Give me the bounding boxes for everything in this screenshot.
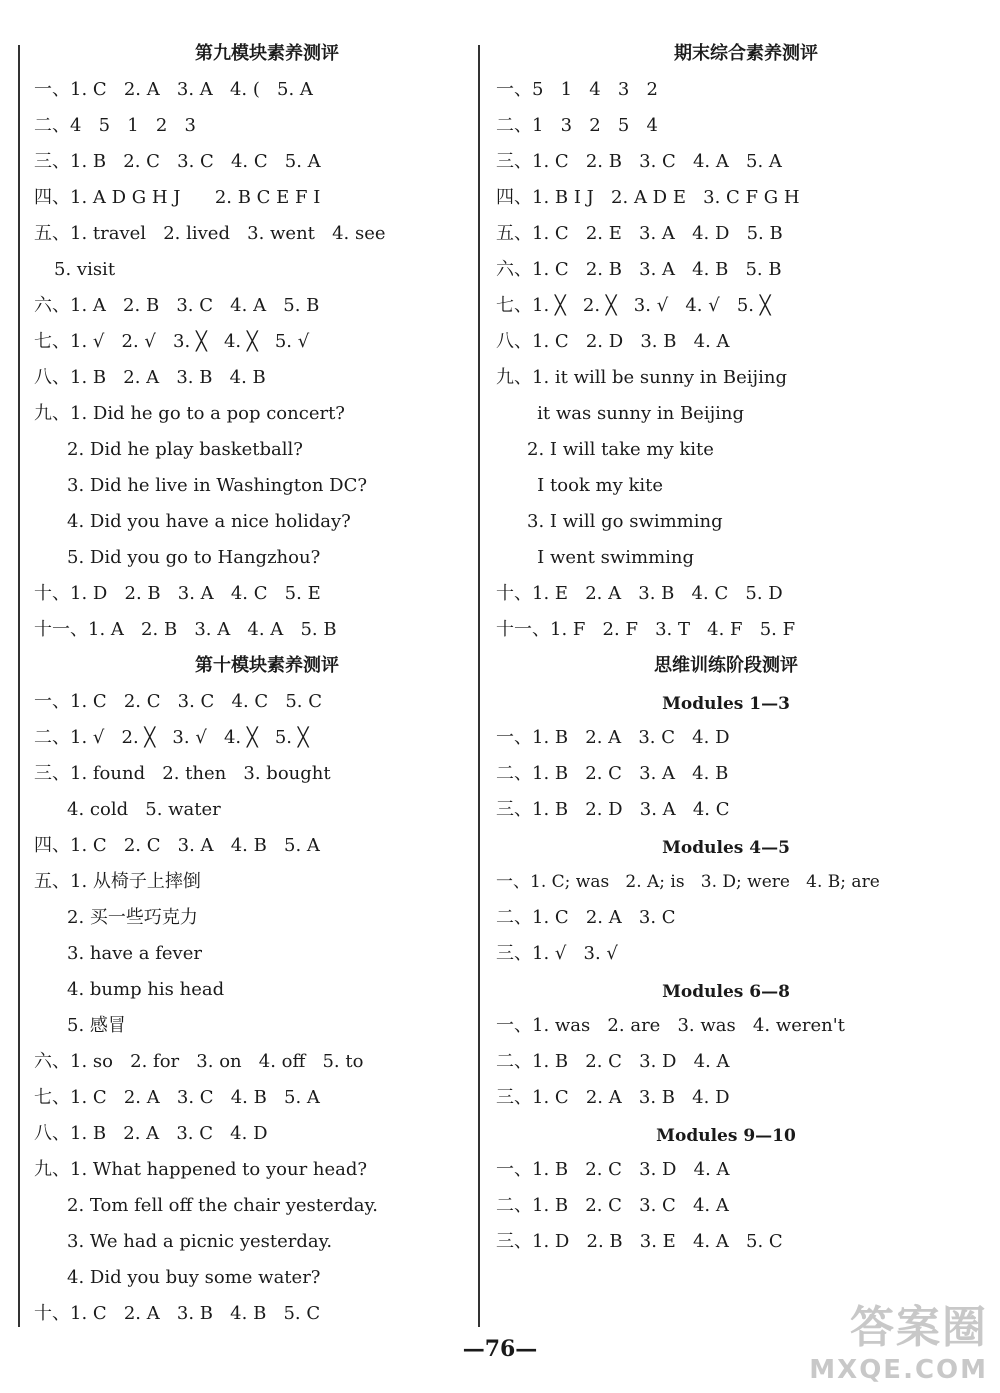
center-divider-rule — [478, 45, 480, 1327]
right-column — [496, 36, 936, 1260]
module-heading: Modules 9—10 — [656, 1126, 796, 1146]
page-number: —76— — [462, 1336, 538, 1362]
section-title-module10: 第十模块素养测评 — [195, 655, 339, 676]
answer-line: 三、1. B 2. C 3. C 4. C 5. A — [34, 151, 321, 172]
answer-line: 二、1. B 2. C 3. C 4. A — [496, 1195, 729, 1216]
module-heading: Modules 4—5 — [662, 838, 790, 858]
answer-line-cont: 2. 买一些巧克力 — [67, 907, 198, 928]
answer-line: 七、1. ╳ 2. ╳ 3. √ 4. √ 5. ╳ — [496, 295, 771, 316]
answer-line: 一、1. C 2. C 3. C 4. C 5. C — [34, 691, 322, 712]
answer-line: 一、1. C 2. A 3. A 4. ( 5. A — [34, 79, 313, 100]
section-title-thinking: 思维训练阶段测评 — [654, 655, 798, 676]
answer-line: 八、1. C 2. D 3. B 4. A — [496, 331, 730, 352]
left-margin-rule — [18, 45, 20, 1327]
answer-line: 三、1. D 2. B 3. E 4. A 5. C — [496, 1231, 783, 1252]
answer-line: 四、1. B I J 2. A D E 3. C F G H — [496, 187, 800, 208]
answer-line-cont: I took my kite — [520, 475, 664, 496]
answer-line: 四、1. C 2. C 3. A 4. B 5. A — [34, 835, 320, 856]
answer-line: 二、1. √ 2. ╳ 3. √ 4. ╳ 5. ╳ — [34, 727, 309, 748]
answer-line-cont: 4. Did you buy some water? — [67, 1267, 321, 1288]
answer-line: 十一、1. A 2. B 3. A 4. A 5. B — [34, 619, 337, 640]
answer-line-cont: 3. I will go swimming — [527, 511, 723, 532]
answer-line: 一、1. B 2. A 3. C 4. D — [496, 727, 730, 748]
answer-line: 一、1. was 2. are 3. was 4. weren't — [496, 1015, 845, 1036]
answer-line: 七、1. √ 2. √ 3. ╳ 4. ╳ 5. √ — [34, 331, 310, 352]
answer-line-cont: 4. bump his head — [67, 979, 225, 1000]
answer-line: 十、1. E 2. A 3. B 4. C 5. D — [496, 583, 783, 604]
module-heading: Modules 6—8 — [662, 982, 790, 1002]
watermark-logo — [809, 1291, 988, 1385]
answer-line: 三、1. C 2. B 3. C 4. A 5. A — [496, 151, 782, 172]
answer-line-cont: I went swimming — [520, 547, 695, 568]
answer-line: 五、1. C 2. E 3. A 4. D 5. B — [496, 223, 783, 244]
answer-line: 八、1. B 2. A 3. C 4. D — [34, 1123, 268, 1144]
answer-line: 三、1. found 2. then 3. bought — [34, 763, 331, 784]
answer-line-cont: 3. Did he live in Washington DC? — [67, 475, 368, 496]
answer-line: 六、1. so 2. for 3. on 4. off 5. to — [34, 1051, 364, 1072]
answer-line-cont: 4. cold 5. water — [67, 799, 221, 820]
answer-line: 九、1. it will be sunny in Beijing — [496, 367, 787, 388]
watermark-text: 答案圈 — [850, 1302, 988, 1353]
section-title-module9: 第九模块素养测评 — [195, 43, 339, 64]
answer-line: 三、1. B 2. D 3. A 4. C — [496, 799, 730, 820]
answer-line-cont: 5. 感冒 — [67, 1015, 126, 1036]
answer-line-cont: 5. Did you go to Hangzhou? — [67, 547, 321, 568]
answer-line-cont: 2. Tom fell off the chair yesterday. — [67, 1195, 379, 1216]
answer-line: 一、1. C; was 2. A; is 3. D; were 4. B; are — [496, 872, 880, 892]
answer-line: 七、1. C 2. A 3. C 4. B 5. A — [34, 1087, 320, 1108]
answer-line: 二、4 5 1 2 3 — [34, 115, 196, 136]
answer-line: 四、1. A D G H J 2. B C E F I — [34, 187, 321, 208]
answer-line: 十一、1. F 2. F 3. T 4. F 5. F — [496, 619, 796, 640]
answer-line-cont: 5. visit — [54, 259, 116, 280]
answer-line: 二、1 3 2 5 4 — [496, 115, 658, 136]
answer-line: 五、1. travel 2. lived 3. went 4. see — [34, 223, 386, 244]
answer-line: 十、1. C 2. A 3. B 4. B 5. C — [34, 1303, 321, 1324]
answer-line: 六、1. A 2. B 3. C 4. A 5. B — [34, 295, 320, 316]
answer-line-cont: 2. Did he play basketball? — [67, 439, 303, 460]
answer-line: 二、1. B 2. C 3. A 4. B — [496, 763, 729, 784]
answer-line: 九、1. Did he go to a pop concert? — [34, 403, 345, 424]
answer-line: 六、1. C 2. B 3. A 4. B 5. B — [496, 259, 782, 280]
answer-line: 三、1. √ 3. √ — [496, 943, 618, 964]
answer-line: 八、1. B 2. A 3. B 4. B — [34, 367, 266, 388]
section-title-final: 期末综合素养测评 — [674, 43, 818, 64]
answer-line-cont: 2. I will take my kite — [527, 439, 714, 460]
answer-line-cont: 3. have a fever — [67, 943, 202, 964]
module-heading: Modules 1—3 — [662, 694, 790, 714]
left-column — [34, 36, 460, 1332]
answer-line: 一、5 1 4 3 2 — [496, 79, 658, 100]
answer-line: 三、1. C 2. A 3. B 4. D — [496, 1087, 730, 1108]
answer-line: 一、1. B 2. C 3. D 4. A — [496, 1159, 730, 1180]
answer-line: 十、1. D 2. B 3. A 4. C 5. E — [34, 583, 321, 604]
watermark-url: MXQE.COM — [809, 1355, 988, 1385]
answer-line: 二、1. C 2. A 3. C — [496, 907, 676, 928]
answer-line: 二、1. B 2. C 3. D 4. A — [496, 1051, 730, 1072]
answer-line: 九、1. What happened to your head? — [34, 1159, 368, 1180]
answer-line-cont: 3. We had a picnic yesterday. — [67, 1231, 333, 1252]
answer-line-cont: it was sunny in Beijing — [520, 403, 745, 424]
answer-line-cont: 4. Did you have a nice holiday? — [67, 511, 351, 532]
answer-line: 五、1. 从椅子上摔倒 — [34, 871, 201, 892]
